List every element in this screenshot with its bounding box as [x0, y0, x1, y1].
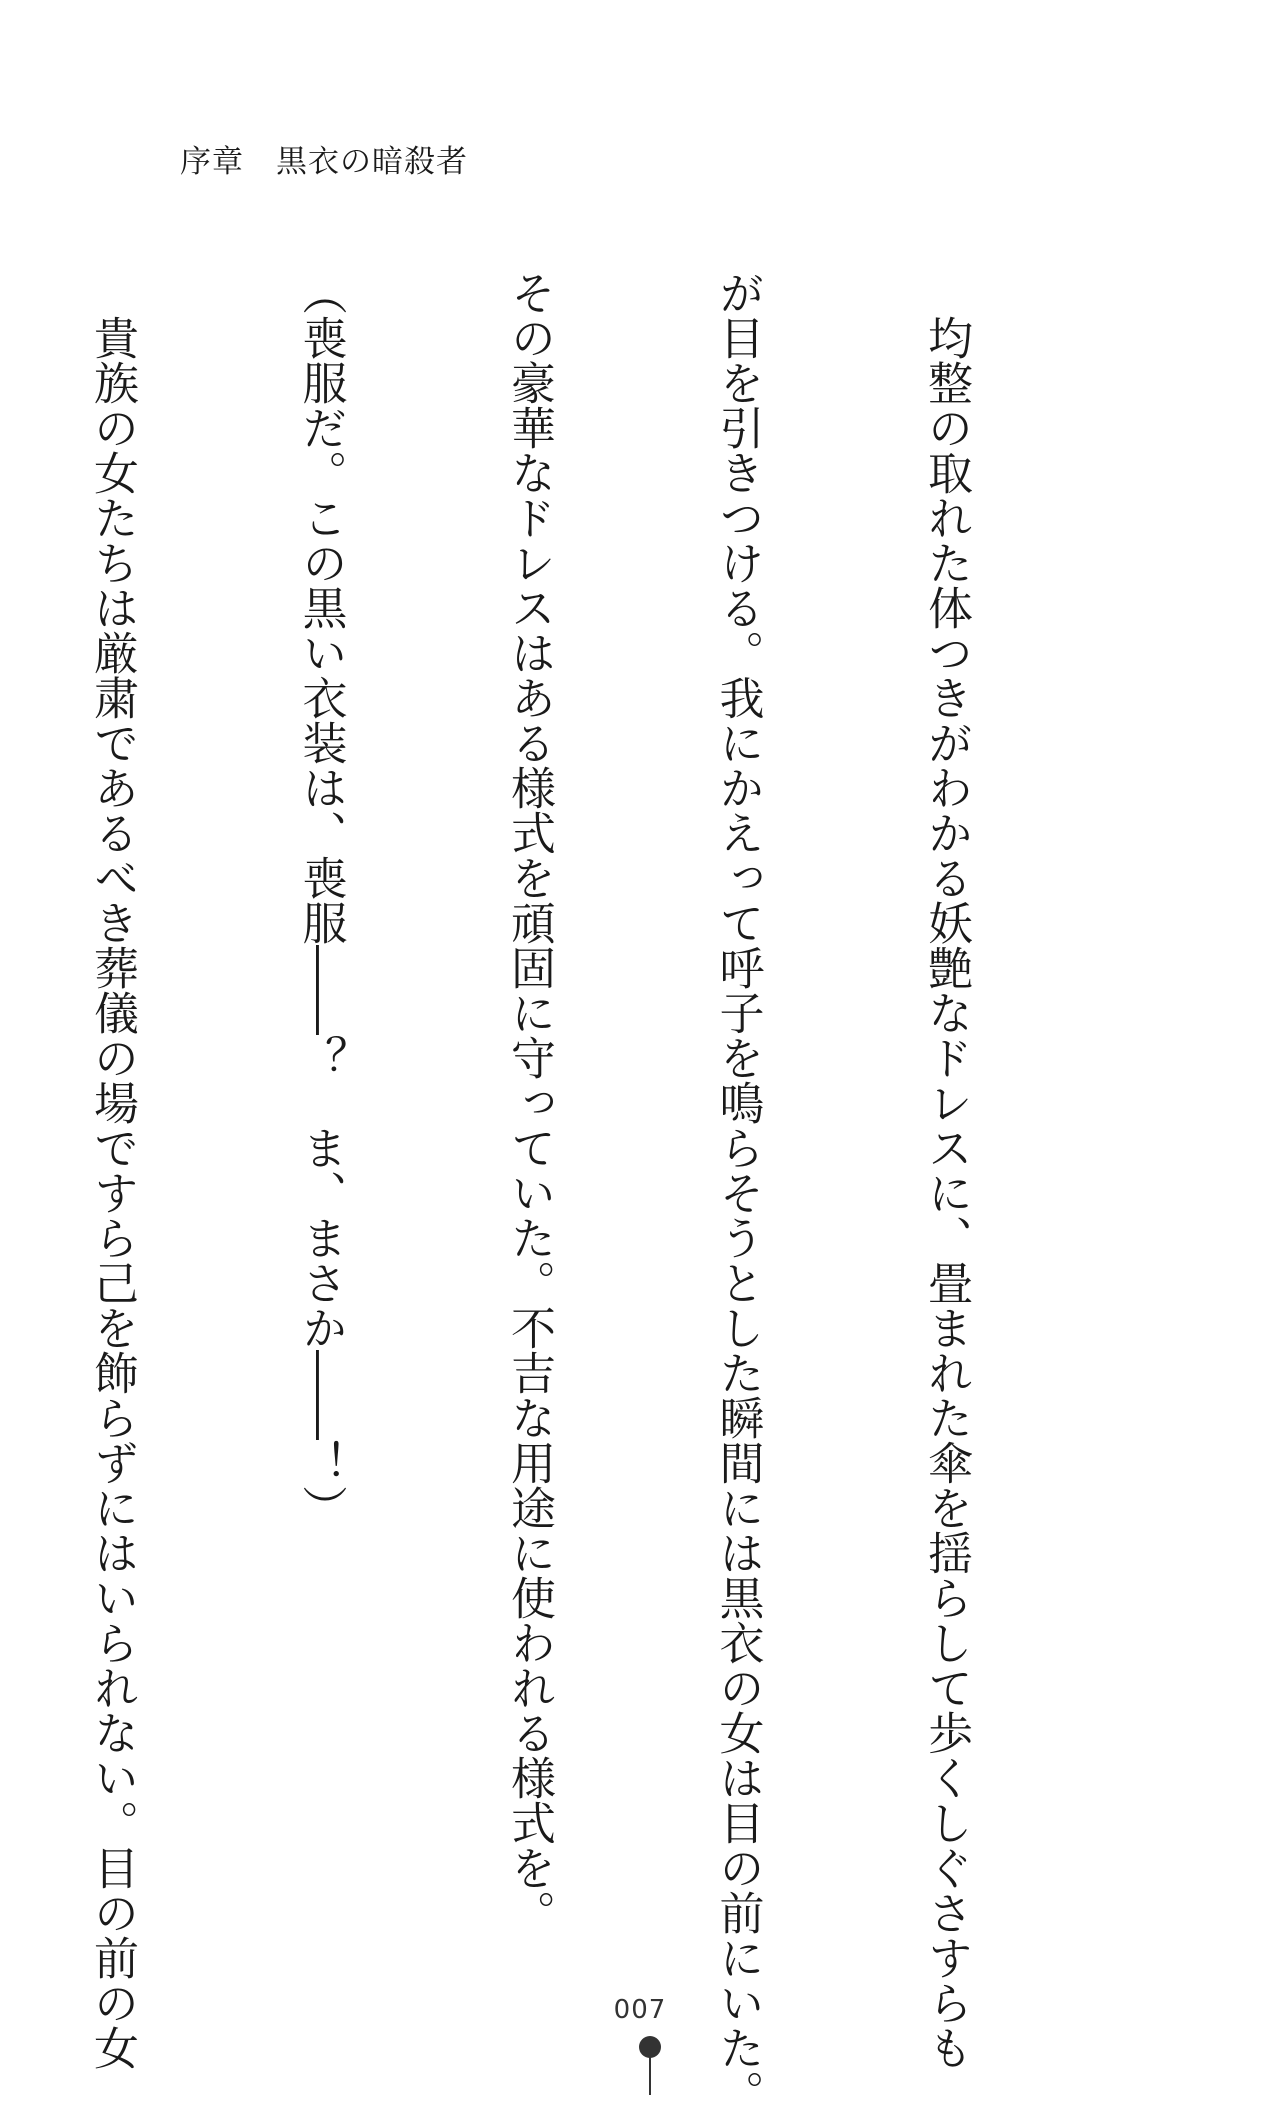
text-line: （喪服だ。この黒い衣装は、喪服――？ ま、まさか――！） [294, 270, 348, 1530]
text-line: 均整の取れた体つきがわかる妖艶なドレスに、畳まれた傘を揺らして歩くしぐさすらも [920, 270, 973, 2070]
text-line: その豪華なドレスはある様式を頑固に守っていた。不吉な用途に使われる様式を。 [503, 270, 556, 1935]
page-number: 007 [613, 1995, 667, 2025]
text-line: 貴族の女たちは厳粛であるべき葬儀の場ですら己を飾らずにはいられない。目の前の女 [86, 270, 139, 2070]
running-head: 序章 黒衣の暗殺者 [180, 144, 468, 180]
folio-line [649, 2056, 651, 2095]
folio-dot [639, 2036, 661, 2058]
text-line: が目を引きつける。我にかえって呼子を鳴らそうとした瞬間には黒衣の女は目の前にいた。 [711, 270, 765, 2115]
